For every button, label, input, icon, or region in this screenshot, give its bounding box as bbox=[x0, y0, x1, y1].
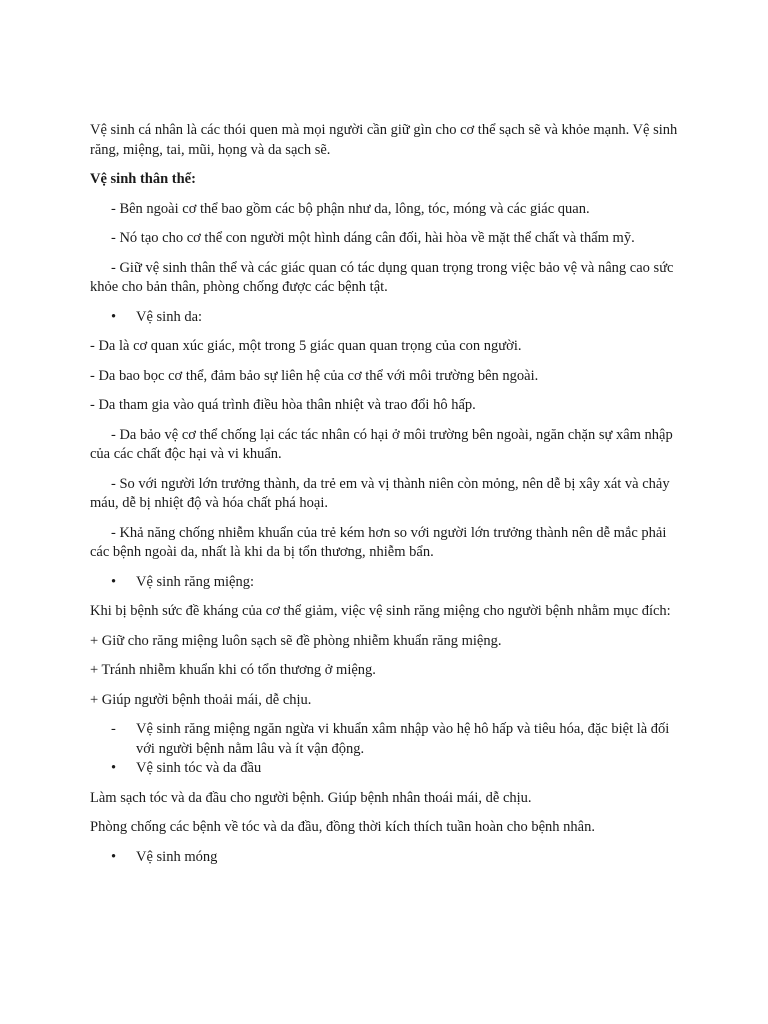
bullet-skin-hygiene bbox=[90, 308, 680, 328]
dash-marker: - bbox=[111, 721, 116, 737]
bullet-hair-hygiene bbox=[90, 759, 680, 779]
bullet-marker: • bbox=[111, 848, 117, 865]
skin-point: - Da tham gia vào quá trình điều hòa thân nhiệt và trao đổi hô hấp. bbox=[90, 397, 476, 413]
oral-point: + Giúp người bệnh thoải mái, dễ chịu. bbox=[90, 691, 312, 708]
skin-point: - Da bao bọc cơ thể, đảm bảo sự liên hệ của cơ thể với môi trường bên ngoài. bbox=[90, 367, 539, 384]
document-page bbox=[90, 121, 680, 877]
bullet-title: Vệ sinh răng miệng: bbox=[136, 573, 254, 590]
dash-item-oral bbox=[90, 720, 680, 759]
skin-point: - Da là cơ quan xúc giác, một trong 5 giác quan quan trọng của con người. bbox=[90, 338, 522, 354]
skin-point: - Khả năng chống nhiễm khuẩn của trẻ kém hơn so với người lớn trưởng thành nên dễ mắc phải các bệnh ngoài da, nhất là khi da bị tổn thương, nhiễm bẩn. bbox=[90, 524, 667, 560]
oral-intro: Khi bị bệnh sức đề kháng của cơ thể giảm, việc vệ sinh răng miệng cho người bệnh nhằm mục đích: bbox=[90, 603, 671, 619]
body-hygiene-point: - Nó tạo cho cơ thể con người một hình dáng cân đối, hài hòa về mặt thể chất và thẩm mỹ. bbox=[111, 230, 635, 246]
hair-point: Làm sạch tóc và da đầu cho người bệnh. Giúp bệnh nhân thoái mái, dễ chịu. bbox=[90, 789, 532, 806]
bullet-marker: • bbox=[111, 760, 117, 776]
bullet-title: Vệ sinh tóc và da đầu bbox=[136, 760, 262, 776]
skin-point: - So với người lớn trưởng thành, da trẻ em và vị thành niên còn mỏng, nên dễ bị xây xát và chảy máu, dễ bị nhiệt độ và hóa chất phá hoại. bbox=[90, 475, 670, 511]
bullet-nail-hygiene bbox=[90, 848, 680, 868]
intro-paragraph: Vệ sinh cá nhân là các thói quen mà mọi người cần giữ gìn cho cơ thể sạch sẽ và khỏe mạnh. Vệ sinh răng, miệng, tai, mũi, họng và da sạch sẽ. bbox=[90, 122, 678, 158]
bullet-title: Vệ sinh móng bbox=[136, 848, 218, 865]
body-hygiene-point: - Giữ vệ sinh thân thể và các giác quan có tác dụng quan trọng trong việc bảo vệ và nâng cao sức khỏe cho bản thân, phòng chống được các bệnh tật. bbox=[90, 259, 674, 295]
bullet-marker: • bbox=[111, 308, 117, 325]
oral-point: + Tránh nhiễm khuẩn khi có tổn thương ở miệng. bbox=[90, 662, 376, 678]
oral-point: + Giữ cho răng miệng luôn sạch sẽ đề phòng nhiễm khuẩn răng miệng. bbox=[90, 632, 502, 649]
dash-item-text: Vệ sinh răng miệng ngăn ngừa vi khuẩn xâm nhập vào hệ hô hấp và tiêu hóa, đặc biệt là đối với người bệnh nằm lâu và ít vận động. bbox=[136, 721, 670, 757]
bullet-oral-hygiene bbox=[90, 573, 680, 593]
section-heading-body-hygiene: Vệ sinh thân thể: bbox=[90, 171, 196, 187]
bullet-marker: • bbox=[111, 573, 117, 590]
body-hygiene-point: - Bên ngoài cơ thể bao gồm các bộ phận như da, lông, tóc, móng và các giác quan. bbox=[111, 200, 590, 217]
skin-point: - Da bảo vệ cơ thể chống lại các tác nhân có hại ở môi trường bên ngoài, ngăn chặn sự xâm nhập của các chất độc hại và vi khuẩn. bbox=[90, 426, 673, 462]
hair-point: Phòng chống các bệnh về tóc và da đầu, đồng thời kích thích tuần hoàn cho bệnh nhân. bbox=[90, 819, 595, 835]
bullet-title: Vệ sinh da: bbox=[136, 308, 203, 325]
